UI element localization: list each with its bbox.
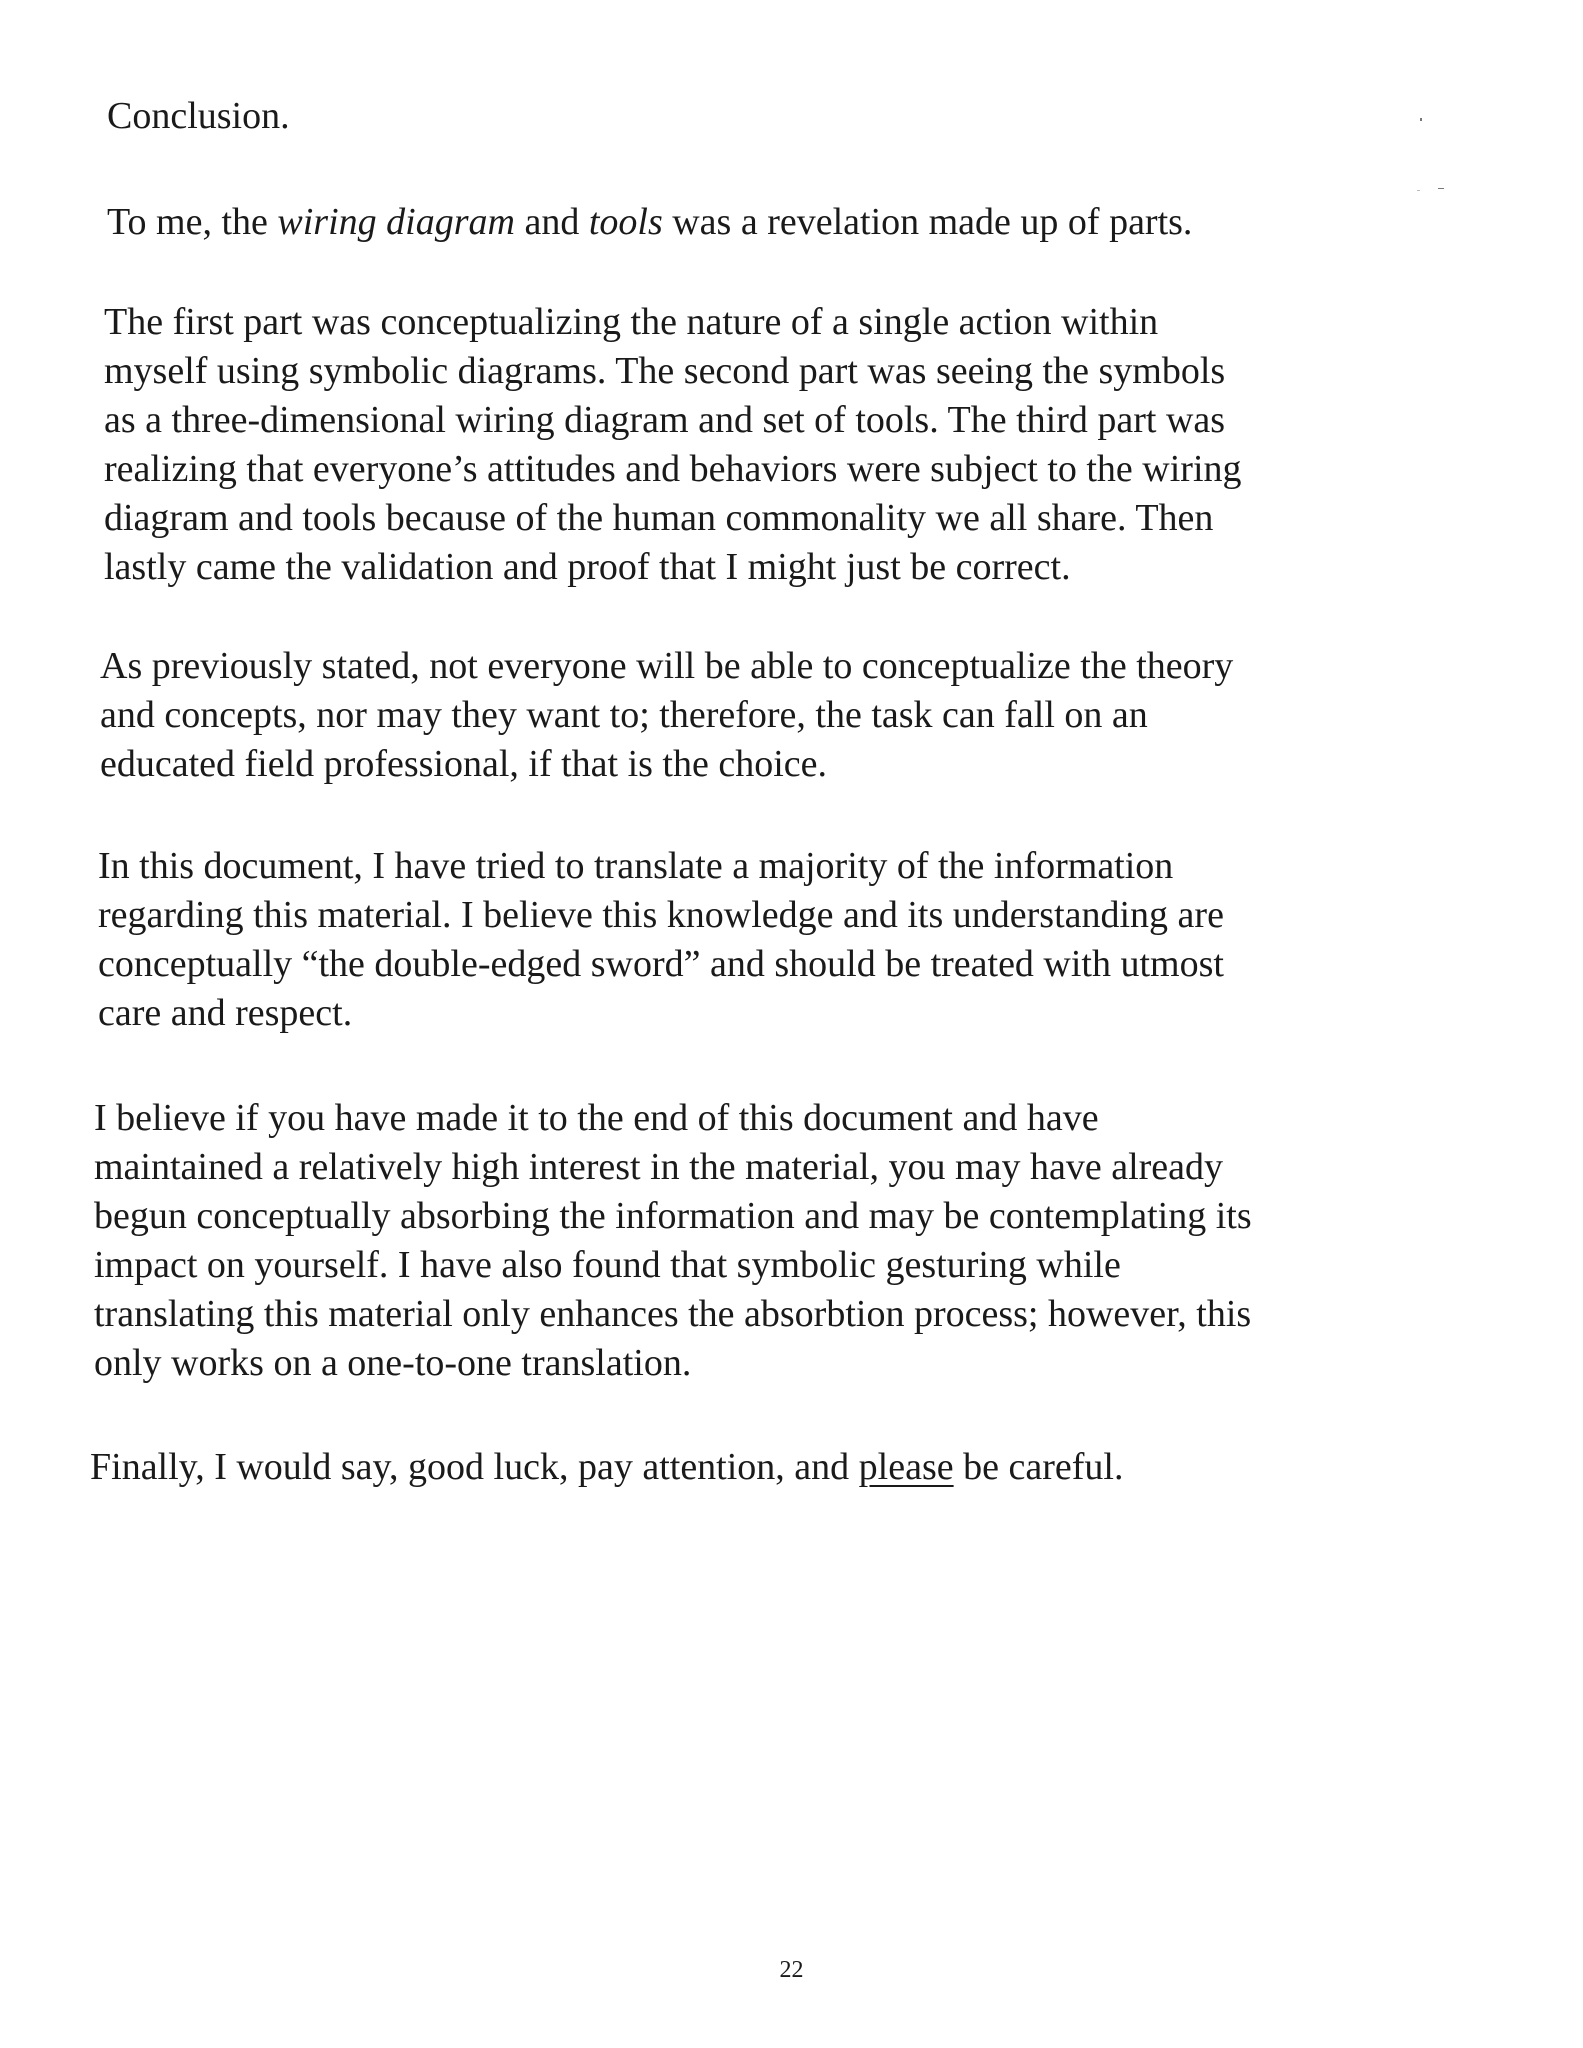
paragraph-previously-stated	[100, 642, 1233, 789]
paragraph-line: myself using symbolic diagrams. The second part was seeing the symbols	[104, 350, 1226, 392]
paragraph-line: diagram and tools because of the human commonality we all share. Then	[104, 497, 1214, 539]
paragraph-line: translating this material only enhances the absorbtion process; however, this	[94, 1293, 1252, 1335]
paragraph-line: care and respect.	[98, 992, 353, 1034]
closing-paragraph	[90, 1443, 1123, 1492]
closing-after: be careful.	[953, 1446, 1124, 1488]
title-text: Conclusion.	[107, 95, 290, 137]
paragraph-line: educated field professional, if that is the choice.	[100, 743, 828, 785]
intro-line	[107, 198, 1192, 247]
paragraph-line: only works on a one-to-one translation.	[94, 1342, 692, 1384]
scan-speck	[1417, 190, 1420, 191]
paragraph-line: begun conceptually absorbing the information and may be contemplating its	[94, 1195, 1252, 1237]
paragraph-line: I believe if you have made it to the end of this document and have	[94, 1097, 1099, 1139]
paragraph-translation	[98, 842, 1224, 1038]
scan-speck	[1438, 188, 1444, 189]
paragraph-line: as a three-dimensional wiring diagram and set of tools. The third part was	[104, 399, 1226, 441]
scan-speck	[1420, 118, 1422, 121]
closing-underlined-word: please	[858, 1446, 954, 1488]
intro-middle: and	[514, 201, 589, 243]
intro-after: was a revelation made up of parts.	[662, 201, 1193, 243]
paragraph-line: regarding this material. I believe this knowledge and its understanding are	[98, 894, 1224, 936]
paragraph-line: As previously stated, not everyone will be able to conceptualize the theory	[100, 645, 1234, 687]
paragraph-line: and concepts, nor may they want to; therefore, the task can fall on an	[100, 694, 1148, 736]
paragraph-line: impact on yourself. I have also found that symbolic gesturing while	[94, 1244, 1121, 1286]
section-title	[107, 92, 290, 141]
paragraph-line: maintained a relatively high interest in the material, you may have already	[94, 1146, 1224, 1188]
intro-italic-tools: tools	[588, 201, 663, 243]
paragraph-line: In this document, I have tried to translate a majority of the information	[98, 845, 1174, 887]
closing-line	[90, 1443, 1123, 1492]
paragraph-line: conceptually “the double-edged sword” and should be treated with utmost	[98, 943, 1224, 985]
paragraph-line: realizing that everyone’s attitudes and behaviors were subject to the wiring	[104, 448, 1242, 490]
page-number: 22	[779, 1957, 804, 1983]
intro-paragraph	[107, 198, 1192, 247]
paragraph-line: lastly came the validation and proof that I might just be correct.	[104, 546, 1071, 588]
paragraph-line: The first part was conceptualizing the nature of a single action within	[104, 301, 1159, 343]
intro-before: To me, the	[107, 201, 278, 243]
closing-before: Finally, I would say, good luck, pay attention, and	[90, 1446, 859, 1488]
paragraph-parts	[104, 298, 1242, 592]
paragraph-end-of-document	[94, 1094, 1252, 1388]
intro-italic-wiring-diagram: wiring diagram	[277, 201, 515, 243]
